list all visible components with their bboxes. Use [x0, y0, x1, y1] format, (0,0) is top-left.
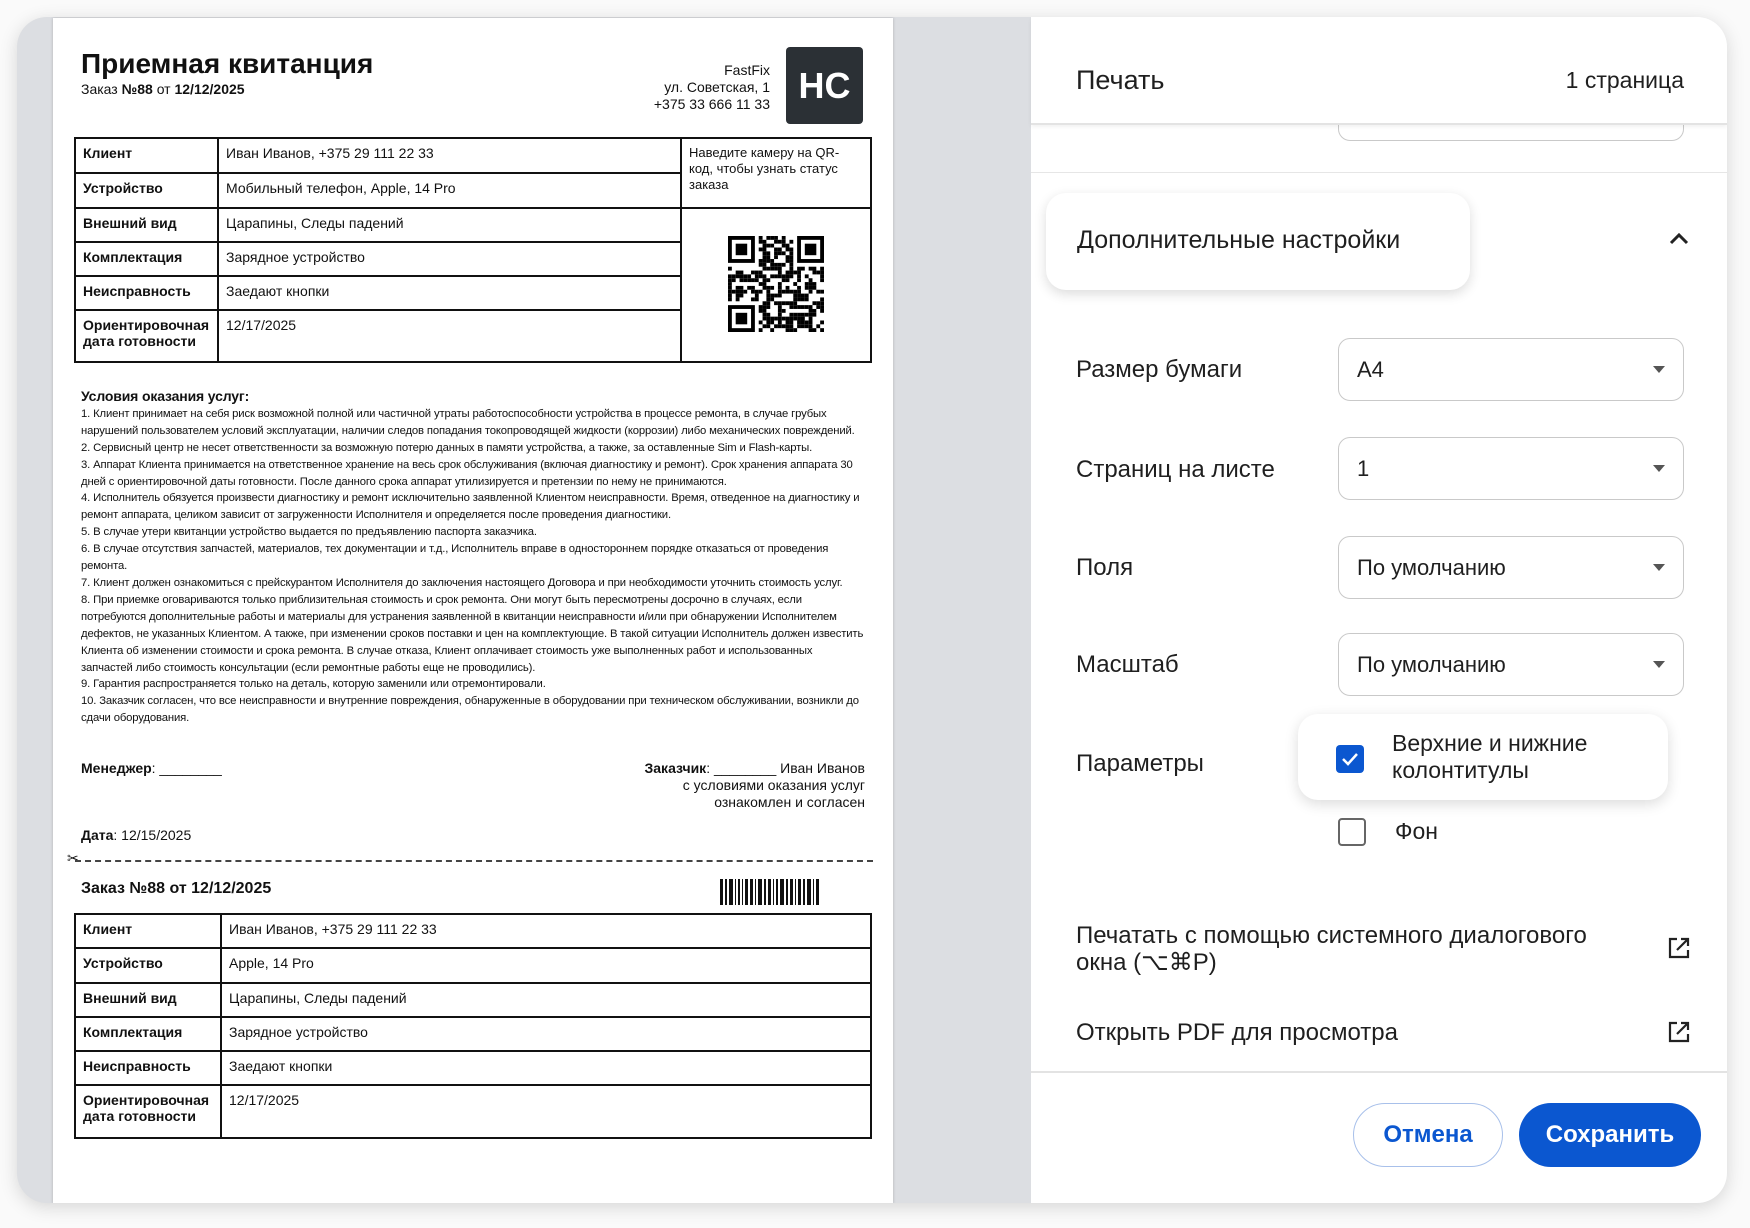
- order-subtitle: Заказ №88 от 12/12/2025: [81, 81, 245, 97]
- barcode-bar: [725, 879, 727, 905]
- system-dialog-link[interactable]: Печатать с помощью системного диалогового окна (⌥⌘P): [1076, 922, 1587, 976]
- scale-select[interactable]: По умолчанию: [1338, 633, 1684, 696]
- barcode-bar: [720, 879, 723, 905]
- stub-table: [74, 913, 872, 1139]
- pages-per-sheet-label: Страниц на листе: [1076, 456, 1275, 483]
- barcode-bar: [786, 879, 788, 905]
- row-key: Ориентировочная дата готовности: [75, 310, 218, 362]
- table-row: [75, 914, 871, 948]
- margins-label: Поля: [1076, 554, 1134, 581]
- footer-divider: [1031, 1071, 1727, 1073]
- barcode-bar: [813, 879, 814, 905]
- barcode-bar: [816, 879, 819, 905]
- headers-footers-checkbox[interactable]: [1336, 745, 1364, 773]
- company-name: FastFix: [724, 62, 770, 78]
- company-address: ул. Советская, 1: [664, 79, 770, 95]
- terms-item: 10. Заказчик согласен, что все неисправности и внутренние повреждения, обнаруженные в оборудовании при техническом обслуживании, возникли до сдачи оборудования.: [81, 695, 859, 725]
- barcode-bar: [795, 879, 796, 905]
- barcode-bar: [764, 879, 766, 905]
- page-count: 1 страница: [1565, 67, 1684, 93]
- qr-hint: Наведите камеру на QR-код, чтобы узнать статус заказа: [681, 138, 871, 208]
- background-label: Фон: [1395, 818, 1438, 844]
- company-info: [654, 62, 770, 113]
- table-row: [75, 983, 871, 1017]
- manager-signature: Менеджер: ________: [81, 760, 222, 776]
- dropdown-caret-icon: [1653, 465, 1665, 472]
- row-key: Комплектация: [75, 1017, 221, 1051]
- pages-per-sheet-select[interactable]: 1: [1338, 437, 1684, 500]
- terms-item: 1. Клиент принимает на себя риск возможной полной или частичной утраты работоспособности устройства в процессе ремонта, в случае грубых нарушений пользователем условий эксплуатации, наличии следов попадания токопроводящей жидкости (коррозии) либо механических повреждений.: [81, 407, 855, 437]
- table-row: [75, 948, 871, 982]
- external-link-icon[interactable]: [1668, 1021, 1690, 1043]
- headers-footers-label: Верхние и нижние колонтитулы: [1392, 730, 1588, 783]
- terms-item: 8. При приемке оговариваются только приблизительная стоимость и срок ремонта. Они могут быть пересмотрены досрочно в случаях, если потребуются дополнительные работы и материалы для устранения заявленной в квитанции неисправности и/или при обнаружении Исполнителем дефектов, не указанных Клиентом. А также, при изменении сроков поставки и цен на комплектующие. В такой ситуации Исполнитель должен известить Клиента об изменении стоимости и срока ремонта. В случае отказа, Клиент оплачивает стоимость уже выполненных работ и использованных запчастей либо стоимость консультации (если ремонтные работы еще не проводились).: [81, 593, 864, 674]
- table-row: [75, 138, 871, 173]
- row-value: Иван Иванов, +375 29 111 22 33: [218, 138, 681, 173]
- barcode-bar: [803, 879, 805, 905]
- barcode-bar: [780, 879, 784, 905]
- dropdown-caret-icon: [1653, 366, 1665, 373]
- row-value: 12/17/2025: [221, 1085, 871, 1138]
- barcode-bar: [758, 879, 762, 905]
- row-key: Комплектация: [75, 242, 218, 276]
- cancel-button[interactable]: Отмена: [1353, 1103, 1503, 1167]
- company-phone: +375 33 666 11 33: [653, 96, 770, 112]
- table-row: [75, 208, 871, 242]
- cut-line: [75, 860, 873, 862]
- row-key: Внешний вид: [75, 983, 221, 1017]
- terms-section: [81, 388, 865, 727]
- barcode: [720, 879, 864, 905]
- customer-signature: Заказчик: ________ Иван Иванов с условиями оказания услуг ознакомлен и согласен: [644, 760, 865, 810]
- row-key: Ориентировочная дата готовности: [75, 1085, 221, 1138]
- table-row: [75, 1051, 871, 1085]
- paper-size-select[interactable]: A4: [1338, 338, 1684, 401]
- row-value: Заедают кнопки: [218, 276, 681, 310]
- barcode-bar: [755, 879, 756, 905]
- barcode-bar: [750, 879, 753, 905]
- barcode-bar: [790, 879, 793, 905]
- company-logo: НС: [786, 47, 863, 124]
- row-key: Клиент: [75, 138, 218, 173]
- table-row: [75, 1017, 871, 1051]
- qr-cell: [681, 208, 871, 362]
- row-value: Зарядное устройство: [218, 242, 681, 276]
- paper-size-label: Размер бумаги: [1076, 356, 1243, 383]
- row-value: Мобильный телефон, Apple, 14 Pro: [218, 173, 681, 208]
- receipt-table: [74, 137, 872, 363]
- row-key: Внешний вид: [75, 208, 218, 242]
- divider: [1031, 172, 1727, 173]
- panel-title: Печать: [1076, 65, 1165, 95]
- terms-item: 6. В случае отсутствия запчастей, материалов, тех документации и т.д., Исполнитель вправе в одностороннем порядке отказаться от проведения ремонта.: [81, 543, 829, 573]
- print-preview-page: [53, 18, 893, 1203]
- row-value: Иван Иванов, +375 29 111 22 33: [221, 914, 871, 948]
- print-dialog: [17, 17, 1727, 1203]
- barcode-bar: [745, 879, 748, 905]
- row-key: Устройство: [75, 173, 218, 208]
- row-value: Apple, 14 Pro: [221, 948, 871, 982]
- barcode-bar: [738, 879, 740, 905]
- row-key: Неисправность: [75, 276, 218, 310]
- open-pdf-link[interactable]: Открыть PDF для просмотра: [1076, 1019, 1398, 1046]
- more-settings-toggle[interactable]: [1046, 193, 1470, 290]
- margins-select[interactable]: По умолчанию: [1338, 536, 1684, 599]
- terms-item: 2. Сервисный центр не несет ответственности за возможную потерю данных в памяти устройства, а также, за оставленные Sim и Flash-карты.: [81, 441, 813, 454]
- row-value: Царапины, Следы падений: [221, 983, 871, 1017]
- barcode-bar: [735, 879, 736, 905]
- barcode-bar: [773, 879, 774, 905]
- print-settings-panel: [1031, 17, 1727, 1203]
- barcode-bar: [729, 879, 733, 905]
- scissors-icon: ✂: [67, 850, 79, 866]
- external-link-icon[interactable]: [1668, 937, 1690, 959]
- dropdown-caret-icon: [1653, 564, 1665, 571]
- row-value: Заедают кнопки: [221, 1051, 871, 1085]
- row-key: Устройство: [75, 948, 221, 982]
- row-value: 12/17/2025: [218, 310, 681, 362]
- save-button[interactable]: Сохранить: [1519, 1103, 1701, 1167]
- document-title: Приемная квитанция: [81, 48, 374, 79]
- checkmark-icon: [1336, 745, 1364, 773]
- chevron-up-icon[interactable]: [1668, 232, 1690, 246]
- terms-title: Условия оказания услуг:: [81, 388, 250, 404]
- terms-item: 3. Аппарат Клиента принимается на ответственное хранение на весь срок обслуживания (включая диагностику и ремонт). Срок хранения аппарата 30 дней с ориентировочной даты готовности. После данного срока аппарат утилизируется и претензии по нему не принимаются.: [81, 458, 853, 488]
- barcode-bar: [776, 879, 778, 905]
- options-label: Параметры: [1076, 750, 1204, 777]
- background-checkbox[interactable]: [1338, 818, 1366, 846]
- panel-header: [1031, 17, 1727, 125]
- scale-label: Масштаб: [1076, 651, 1179, 678]
- terms-item: 7. Клиент должен ознакомиться с прейскурантом Исполнителя до заключения настоящего Договора и при необходимости уточнить стоимость услуг.: [81, 576, 843, 589]
- barcode-bar: [768, 879, 771, 905]
- terms-item: 9. Гарантия распространяется только на деталь, которую заменили или отремонтировали.: [81, 678, 546, 691]
- dropdown-caret-icon: [1653, 661, 1665, 668]
- terms-item: 5. В случае утери квитанции устройство выдается по предъявлению паспорта заказчика.: [81, 526, 537, 539]
- qr-code: [728, 236, 824, 332]
- date-line: Дата: 12/15/2025: [81, 827, 192, 843]
- more-settings-label: Дополнительные настройки: [1077, 226, 1401, 254]
- barcode-bar: [742, 879, 743, 905]
- barcode-bar: [807, 879, 811, 905]
- terms-item: 4. Исполнитель обязуется произвести диагностику и ремонт исключительно заявленной Клиентом неисправности. Время, отведенное на диагностику и ремонт аппарата, целиком зависит от загруженности Исполнителя и определяется после проведения диагностики.: [81, 492, 860, 522]
- row-value: Зарядное устройство: [221, 1017, 871, 1051]
- headers-footers-option[interactable]: [1298, 714, 1668, 800]
- row-key: Неисправность: [75, 1051, 221, 1085]
- barcode-bar: [798, 879, 801, 905]
- row-key: Клиент: [75, 914, 221, 948]
- stub-title: Заказ №88 от 12/12/2025: [81, 880, 272, 897]
- table-row: [75, 1085, 871, 1138]
- row-value: Царапины, Следы падений: [218, 208, 681, 242]
